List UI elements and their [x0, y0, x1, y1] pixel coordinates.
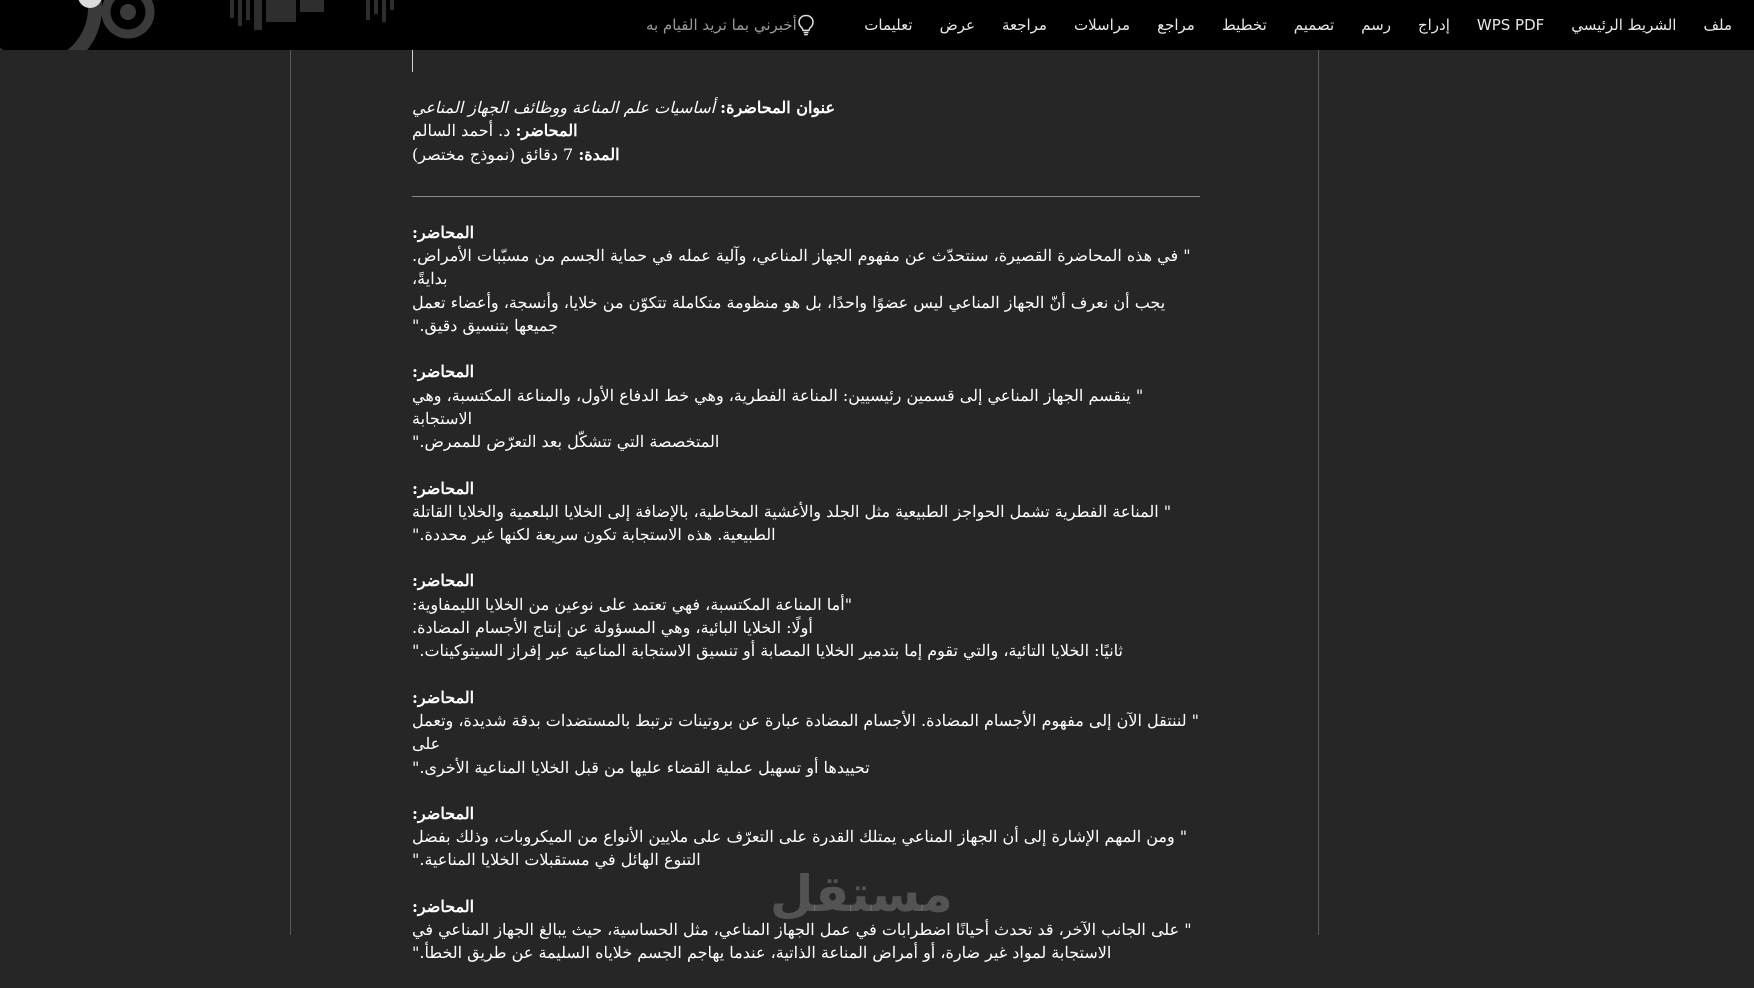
transcript-line: ثانيًا: الخلايا التائية، والتي تقوم إما بتدمير الخلايا المصابة أو تنسيق الاستجابة المناعية عبر إفراز السيتوكينات.": [412, 641, 1123, 661]
speaker-label: المحاضر:: [412, 896, 475, 916]
transcript-line: " المناعة الفطرية تشمل الحواجز الطبيعية مثل الجلد والأغشية المخاطية، بالإضافة إلى الخلايا البلعمية والخلايا القاتلة: [412, 501, 1172, 521]
speaker-label: المحاضر:: [412, 687, 475, 707]
transcript-line: " في هذه المحاضرة القصيرة، سنتحدّث عن مفهوم الجهاز المناعي، وآلية عمله في حماية الجسم من مسبّبات الأمراض. بدايةً،: [412, 246, 1191, 289]
document-body[interactable]: [412, 96, 1200, 988]
transcript-block: [412, 477, 1200, 547]
tab-mailings[interactable]: مراسلات: [1073, 16, 1131, 34]
transcript-line: أولًا: الخلايا البائية، وهي المسؤولة عن إنتاج الأجسام المضادة.: [412, 618, 813, 638]
transcript-block: [412, 686, 1200, 779]
transcript-block: [412, 569, 1200, 662]
transcript-line: " ومن المهم الإشارة إلى أن الجهاز المناعي يمتلك القدرة على التعرّف على ملايين الأنواع من الميكروبات، وذلك بفضل: [412, 827, 1188, 847]
lightbulb-icon: [797, 14, 815, 36]
tell-me-search[interactable]: [646, 14, 823, 36]
transcript-line: "أما المناعة المكتسبة، فهي تعتمد على نوعين من الخلايا الليمفاوية:: [412, 594, 853, 614]
lecturer-line: [412, 119, 1200, 142]
tab-view[interactable]: عرض: [939, 16, 975, 34]
tab-draw[interactable]: رسم: [1361, 16, 1391, 34]
tell-me-placeholder: أخبرني بما تريد القيام به: [645, 16, 797, 34]
transcript-line: يجب أن نعرف أنّ الجهاز المناعي ليس عضوًا واحدًا، بل هو منظومة متكاملة تتكوّن من خلايا، وأنسجة، وأعضاء تعمل: [412, 292, 1166, 312]
lecturer-label: المحاضر:: [515, 121, 578, 141]
transcript-line: جميعها بتنسيق دقيق.": [412, 316, 559, 336]
duration-line: [412, 143, 1200, 166]
transcript-line: " على الجانب الآخر، قد تحدث أحيانًا اضطرابات في عمل الجهاز المناعي، مثل الحساسية، حيث يبالغ الجهاز المناعي في: [412, 920, 1192, 940]
document-page[interactable]: [290, 50, 1319, 963]
ribbon-menu: [646, 0, 1754, 50]
tab-design[interactable]: تصميم: [1293, 16, 1335, 34]
duration-value: 7 دقائق (نموذج مختصر): [412, 144, 574, 164]
tab-insert[interactable]: إدراج: [1417, 16, 1450, 34]
duration-label: المدة:: [578, 144, 620, 164]
transcript-line: تحييدها أو تسهيل عملية القضاء عليها من قبل الخلايا المناعية الأخرى.": [412, 757, 870, 777]
lecture-title-value: أساسيات علم المناعة ووظائف الجهاز المناعي: [412, 98, 716, 117]
text-cursor: [412, 50, 413, 72]
speaker-label: المحاضر:: [412, 803, 475, 823]
transcript-block: [412, 360, 1200, 453]
tab-review[interactable]: مراجعة: [1001, 16, 1047, 34]
speaker-label: المحاضر:: [412, 222, 475, 242]
lecturer-value: د. أحمد السالم: [412, 121, 511, 141]
transcript-block: [412, 221, 1200, 337]
speaker-label: المحاضر:: [412, 571, 475, 591]
transcript-line: " ينقسم الجهاز المناعي إلى قسمين رئيسيين: المناعة الفطرية، وهي خط الدفاع الأول، والمناعة المكتسبة، وهي الاستجابة: [412, 385, 1144, 428]
tab-file[interactable]: ملف: [1703, 16, 1732, 34]
transcript-line: " لننتقل الآن إلى مفهوم الأجسام المضادة. الأجسام المضادة عبارة عن بروتينات ترتبط بالمستضدات بدقة شديدة، وتعمل على: [412, 710, 1200, 754]
transcript-block: [412, 895, 1200, 965]
tab-layout[interactable]: تخطيط: [1221, 16, 1267, 34]
transcript-block: [412, 802, 1200, 872]
transcript-line: التنوع الهائل في مستقبلات الخلايا المناعية.": [412, 850, 701, 870]
transcript-line: الطبيعية. هذه الاستجابة تكون سريعة لكنها غير محددة.": [412, 525, 776, 545]
lecture-title-label: عنوان المحاضرة:: [720, 98, 836, 117]
transcript-line: الاستجابة لمواد غير ضارة، أو أمراض المناعة الذاتية، عندما يهاجم الجسم خلاياه السليمة عن طريق الخطأ.": [412, 943, 1112, 963]
horizontal-rule: [412, 196, 1200, 197]
transcript-line: المتخصصة التي تتشكّل بعد التعرّض للممرض.": [412, 432, 720, 452]
tab-wps-pdf[interactable]: WPS PDF: [1476, 16, 1545, 34]
speaker-label: المحاضر:: [412, 362, 475, 382]
ribbon-bar: [0, 0, 1754, 50]
tab-references[interactable]: مراجع: [1157, 16, 1195, 34]
speaker-label: المحاضر:: [412, 478, 475, 498]
watermark-logo: مستقل: [770, 865, 953, 923]
lecture-title-line: [412, 96, 1200, 119]
decorative-pattern: [0, 0, 400, 50]
tab-home[interactable]: الشريط الرئيسي: [1571, 16, 1677, 34]
tab-help[interactable]: تعليمات: [864, 16, 913, 34]
